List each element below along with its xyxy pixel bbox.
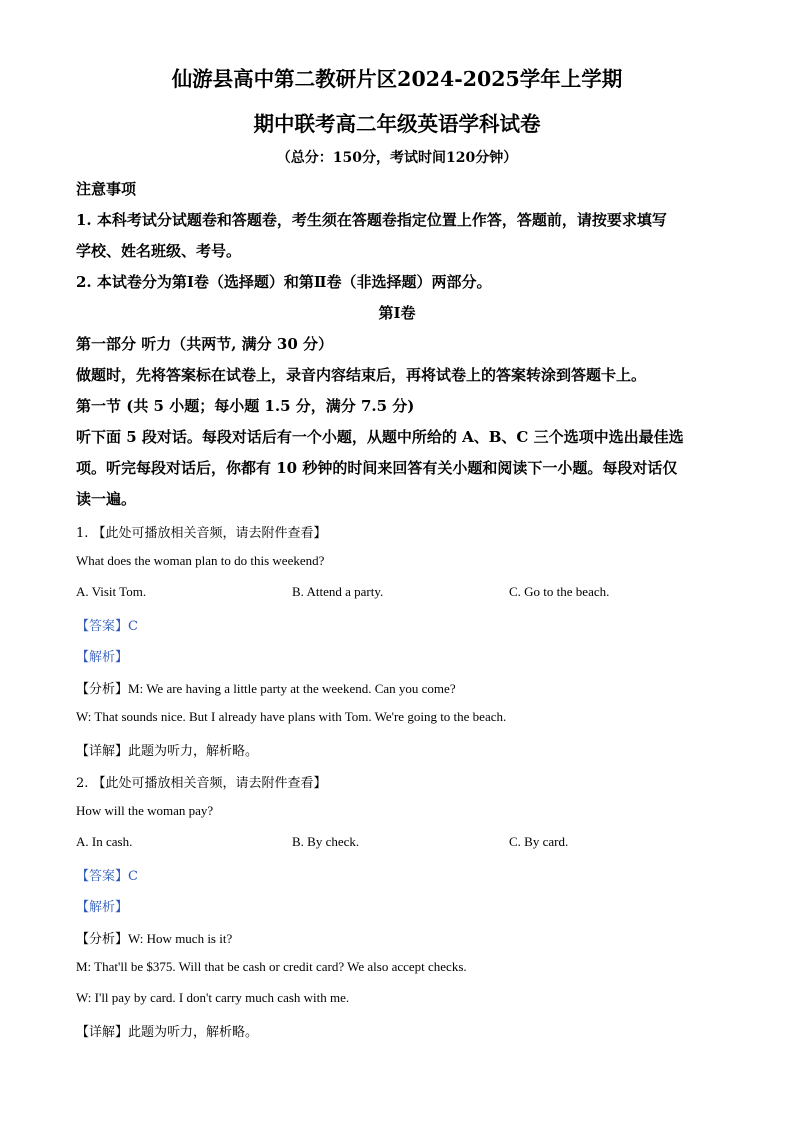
part1-heading: 第一部分 听力（共两节, 满分 30 分） xyxy=(76,335,333,353)
q2-option-b: B. By check. xyxy=(292,834,360,849)
q1-audio-link[interactable]: 1. 【此处可播放相关音频，请去附件查看】 xyxy=(76,526,327,541)
q2-dialog-line3: W: I'll pay by card. I don't carry much cash with me. xyxy=(76,990,350,1005)
q1-option-c: C. Go to the beach. xyxy=(509,584,610,599)
directions-line1: 听下面 5 段对话。每段对话后有一个小题，从题中所给的 A、B、C 三个选项中选出最佳选 xyxy=(76,428,684,446)
q2-stem: How will the woman pay? xyxy=(76,803,214,818)
q2-answer: 【答案】C xyxy=(76,869,138,884)
notes-item1-line2: 学校、姓名班级、考号。 xyxy=(76,242,242,260)
q2-dialog-line2: M: That'll be $375. Will that be cash or credit card? We also accept checks. xyxy=(76,959,467,974)
volume-title: 第Ⅰ卷 xyxy=(378,304,416,322)
q2-fenxi-label: 【分析】 xyxy=(76,932,129,947)
q2-option-a: A. In cash. xyxy=(76,834,133,849)
exam-title-line2: 期中联考高二年级英语学科试卷 xyxy=(253,112,541,136)
q1-analysis-label: 【解析】 xyxy=(76,650,129,665)
notes-heading: 注意事项 xyxy=(76,180,137,198)
q1-stem: What does the woman plan to do this weekend? xyxy=(76,553,325,568)
section1-heading: 第一节 (共 5 小题；每小题 1.5 分，满分 7.5 分) xyxy=(76,397,415,415)
q1-fenxi-label: 【分析】 xyxy=(76,682,129,697)
q1-answer: 【答案】C xyxy=(76,619,138,634)
directions-line2: 项。听完每段对话后，你都有 10 秒钟的时间来回答有关小题和阅读下一小题。每段对话仅 xyxy=(76,459,678,477)
exam-subtitle: （总分：150分，考试时间120分钟） xyxy=(276,150,518,166)
q1-dialog-line1 xyxy=(76,678,456,697)
instruction-text: 做题时，先将答案标在试卷上，录音内容结束后，再将试卷上的答案转涂到答题卡上。 xyxy=(76,366,647,384)
directions-line3: 读一遍。 xyxy=(76,490,137,508)
notes-item2: 2. 本试卷分为第Ⅰ卷（选择题）和第Ⅱ卷（非选择题）两部分。 xyxy=(76,273,492,291)
q1-dialog-m: M: We are having a little party at the weekend. Can you come? xyxy=(128,681,456,696)
q2-dialog-line1 xyxy=(76,928,232,947)
q1-option-a: A. Visit Tom. xyxy=(76,584,147,599)
q1-dialog-line2: W: That sounds nice. But I already have plans with Tom. We're going to the beach. xyxy=(76,709,507,724)
q2-audio-link[interactable]: 2. 【此处可播放相关音频，请去附件查看】 xyxy=(76,776,327,791)
q2-option-c: C. By card. xyxy=(509,834,569,849)
q2-dialog-w: W: How much is it? xyxy=(128,931,233,946)
q2-analysis-label: 【解析】 xyxy=(76,900,129,915)
notes-item1-line1: 1. 本科考试分试题卷和答题卷，考生须在答题卷指定位置上作答，答题前，请按要求填写 xyxy=(76,211,667,229)
exam-title-line1: 仙游县高中第二教研片区2024-2025学年上学期 xyxy=(171,67,623,91)
q2-detail: 【详解】此题为听力，解析略。 xyxy=(76,1025,259,1040)
q1-detail: 【详解】此题为听力，解析略。 xyxy=(76,744,259,759)
q1-option-b: B. Attend a party. xyxy=(292,584,384,599)
